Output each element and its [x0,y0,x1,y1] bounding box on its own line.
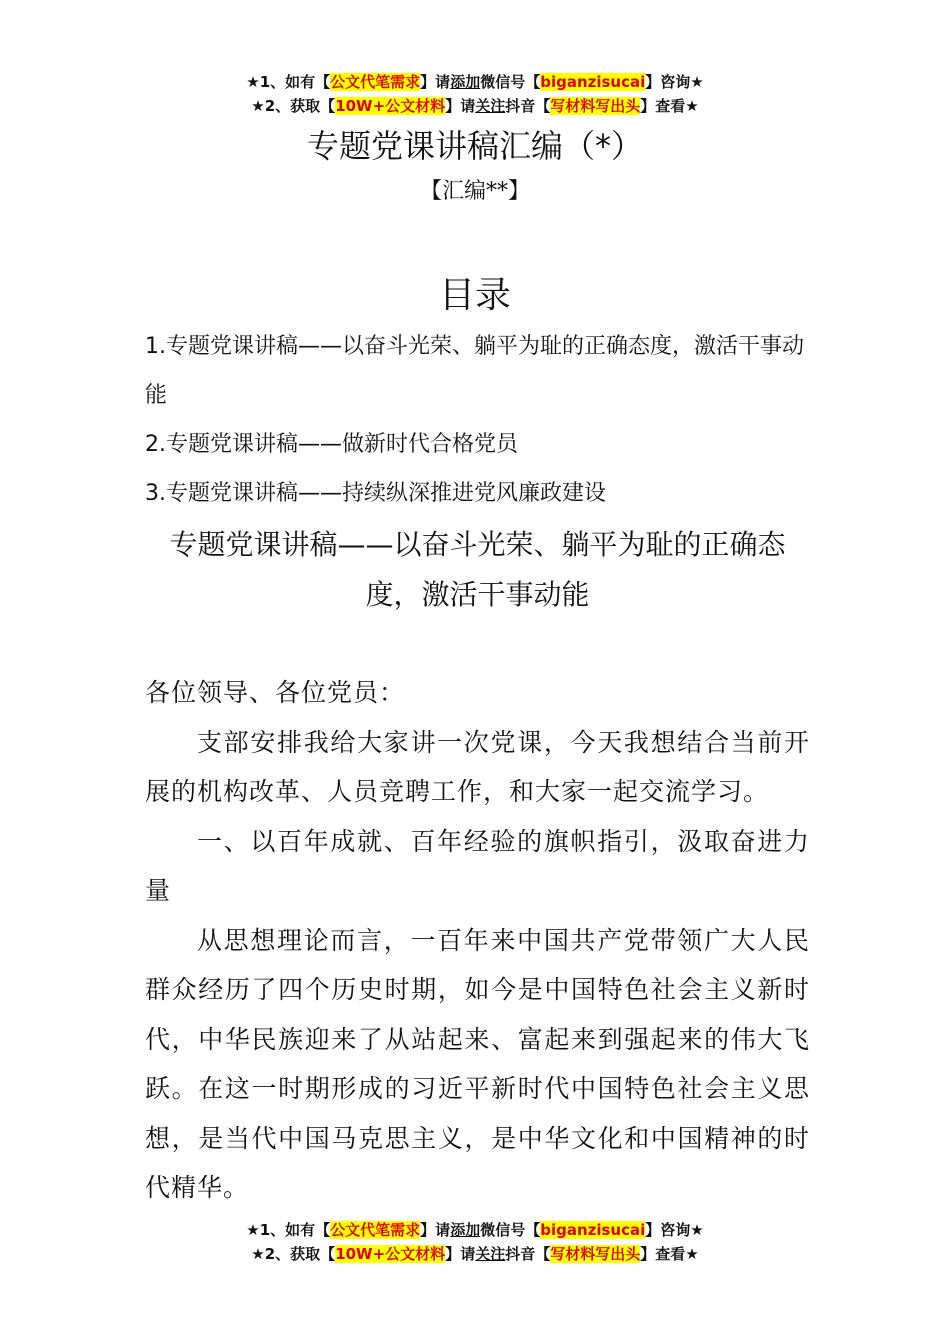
table-of-contents [145,322,810,518]
promo-highlight: 写材料写出头 [550,1245,641,1263]
promo-highlight: biganzisucai [540,1221,646,1239]
toc-item[interactable]: 2.专题党课讲稿——做新时代合格党员 [145,432,518,457]
promo-highlight: 写材料写出头 [550,97,641,115]
document-subtitle: 【汇编**】 [419,179,530,204]
promo-banner-top [0,70,950,118]
promo-highlight: 10W+公文材料 [335,1245,446,1263]
promo-line-1 [0,70,950,94]
promo-text: 】咨询★ [645,1221,704,1239]
promo-text: 】查看★ [640,97,699,115]
body-paragraph: 支部安排我给大家讲一次党课，今天我想结合当前开展的机构改革、人员竞聘工作，和大家一起交流学习。 [145,727,810,806]
promo-text: 抖音【 [505,97,551,115]
promo-text: ★2、获取【 [251,1245,336,1263]
promo-text: 】请 [420,1221,451,1239]
promo-text: 】请 [420,73,451,91]
section-heading: 一、以百年成就、百年经验的旗帜指引，汲取奋进力量 [145,826,810,905]
body-paragraph: 从思想理论而言，一百年来中国共产党带领广大人民群众经历了四个历史时期，如今是中国特色社会主义新时代，中华民族迎来了从站起来、富起来到强起来的伟大飞跃。在这一时期形成的习近平新时代中国特色社会主义思想，是当代中国马克思主义，是中华文化和中国精神的时代精华。 [145,925,810,1202]
toc-heading: 目录 [438,275,511,316]
promo-text: 微信号【 [480,73,541,91]
promo-text: ★1、如有【 [246,73,331,91]
salutation: 各位领导、各位党员： [145,678,406,707]
promo-underline: 关注 [475,97,506,115]
toc-item[interactable]: 1.专题党课讲稿——以奋斗光荣、躺平为耻的正确态度，激活干事动能 [145,334,804,408]
promo-highlight: 公文代笔需求 [330,1221,421,1239]
promo-text: 】请 [445,97,476,115]
promo-text: 微信号【 [480,1221,541,1239]
promo-underline: 添加 [450,73,481,91]
section-title: 专题党课讲稿——以奋斗光荣、躺平为耻的正确态度，激活干事动能 [169,528,786,611]
promo-text: ★1、如有【 [246,1221,331,1239]
promo-banner-bottom [0,1218,950,1266]
promo-highlight: 公文代笔需求 [330,73,421,91]
promo-text: 】请 [445,1245,476,1263]
promo-highlight: 10W+公文材料 [335,97,446,115]
promo-line-1 [0,1218,950,1242]
promo-underline: 关注 [475,1245,506,1263]
promo-underline: 添加 [450,1221,481,1239]
promo-line-2 [0,94,950,118]
promo-text: 】查看★ [640,1245,699,1263]
promo-highlight: biganzisucai [540,73,646,91]
promo-text: 】咨询★ [645,73,704,91]
toc-item[interactable]: 3.专题党课讲稿——持续纵深推进党风廉政建设 [145,481,606,506]
document-body [145,668,810,1213]
document-title: 专题党课讲稿汇编（*） [306,127,643,165]
promo-line-2 [0,1242,950,1266]
promo-text: ★2、获取【 [251,97,336,115]
promo-text: 抖音【 [505,1245,551,1263]
